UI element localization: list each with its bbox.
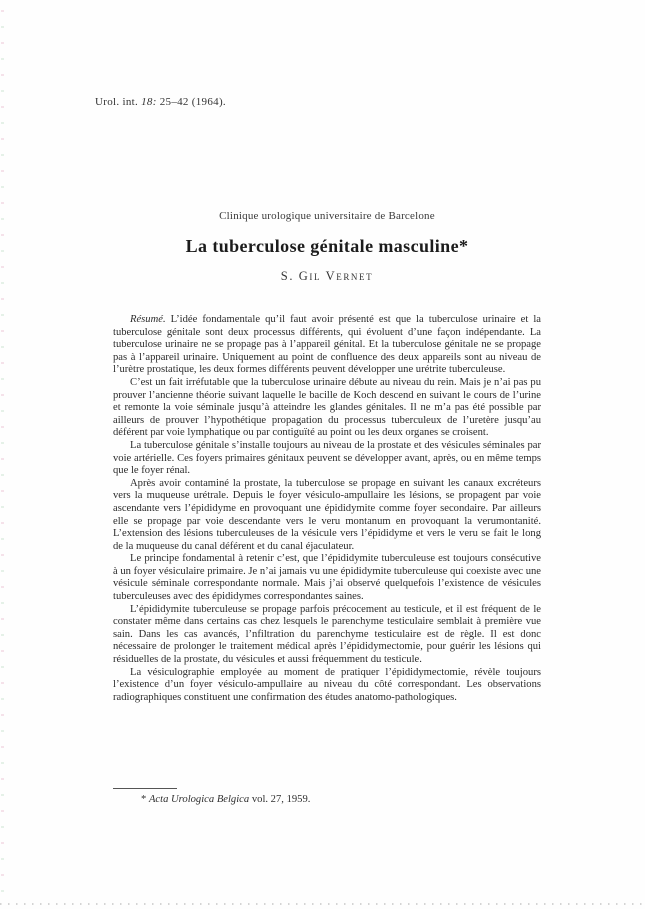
footnote-block [113,788,541,805]
resume-label: Résumé. [130,314,166,325]
page-title: La tuberculose génitale masculine* [185,236,469,256]
scan-artifact-bottom-dotted-line [0,903,645,905]
journal-reference [95,96,226,108]
journal-ref-name: Urol. int. [95,96,139,108]
footnote-journal: Acta Urologica Belgica [148,794,250,805]
affiliation: Clinique urologique universitaire de Barcelone [219,210,435,222]
journal-ref-volume: 18: [141,96,157,108]
paper-header [113,210,541,284]
paragraph: La tuberculose génitale s’installe toujours au niveau de la prostate et des vésicules séminales par voie artérielle. Ces foyers primaires génitaux peuvent se développer avant, après, ou en même temps que le foyer rénal. [113,439,541,477]
paragraph-resume [113,314,541,377]
paragraph: Après avoir contaminé la prostate, la tuberculose se propage en suivant les canaux excréteurs vers la muqueuse urétrale. Depuis le foyer vésiculo-ampullaire les lésions, se propagent par voie ascendante vers l’épididyme en provoquant une épididymite comme foyer secondaire. Par ailleurs elle se propage par voie descendante vers le veru montanum en provoquant la verumontanité. L’extension des lésions tuberculeuses de la vésicule vers l’épididyme et vers le veru se fait le long de la muqueuse du canal déférent et du canal éjaculateur. [113,477,541,552]
resume-text: L’idée fondamentale qu’il faut avoir présenté est que la tuberculose urinaire et la tuberculose génitale sont deux processus différents, qui évoluent d’une façon indépendante. La tuberculose urinaire ne se propage pas à l’appareil génital. Et la tuberculose génitale ne se propage pas à l’appareil urinaire. Uniquement au point de confluence des deux appareils sont au niveau de l’urètre prostatique, les deux formes différents peuvent développer une urétrite tuberculeuse. [113,314,541,376]
paragraph: L’épididymite tuberculeuse se propage parfois précocement au testicule, et il est fréquent de le constater même dans certains cas chez lesquels le parenchyme testiculaire semblait à première vue sain. Dans les cas avancés, l’nfiltration du parenchyme testiculaire est de règle. Il est donc nécessaire de prolonger le traitement médical après l’épididymectomie, pour guérir les lésions qui résiduelles de la prostate, du vésicules et aussi fréquemment du testicule. [113,603,541,666]
paragraph: C’est un fait irréfutable que la tuberculose urinaire débute au niveau du rein. Mais je n’ai pas pu prouver l’ancienne théorie suivant laquelle le bacille de Koch descend en suivant le cours de l’urine et remonte la voie séminale jusqu’à atteindre les glandes génitales. Il ne m’a pas été possible par ailleurs de prouver l’hypothétique propagation du processus tuberculeux de l’uretère jusqu’au déférent par voie lymphatique ou par contiguïté au point ou les deux organes se croisent. [113,376,541,439]
footnote-marker: * [141,794,147,805]
article-body [113,314,541,704]
scan-artifact-left-edge-dots [1,10,4,899]
author-name: S. Gil Vernet [280,269,374,283]
paragraph: Le principe fondamental à retenir c’est, que l’épididymite tuberculeuse est toujours consécutive à un foyer vésiculaire primaire. Je n’ai jamais vu une épididymite tuberculeuse qui coexiste avec une vésicule séminale correspondante normale. Mais j’ai observé quelquefois l’existence de vésicules tuberculeuses avec des épididymes correspondantes saines. [113,553,541,603]
footnote [113,794,541,805]
journal-ref-pages: 25–42 (1964). [159,96,226,108]
footnote-rest: vol. 27, 1959. [251,794,311,805]
footnote-separator-rule [113,788,177,789]
paragraph: La vésiculographie employée au moment de pratiquer l’épididymectomie, révèle toujours l’existence d’un foyer vésiculo-ampullaire au niveau du côté correspondant. Les observations radiographiques constituent une confirmation des études anatomo-pathologiques. [113,666,541,703]
